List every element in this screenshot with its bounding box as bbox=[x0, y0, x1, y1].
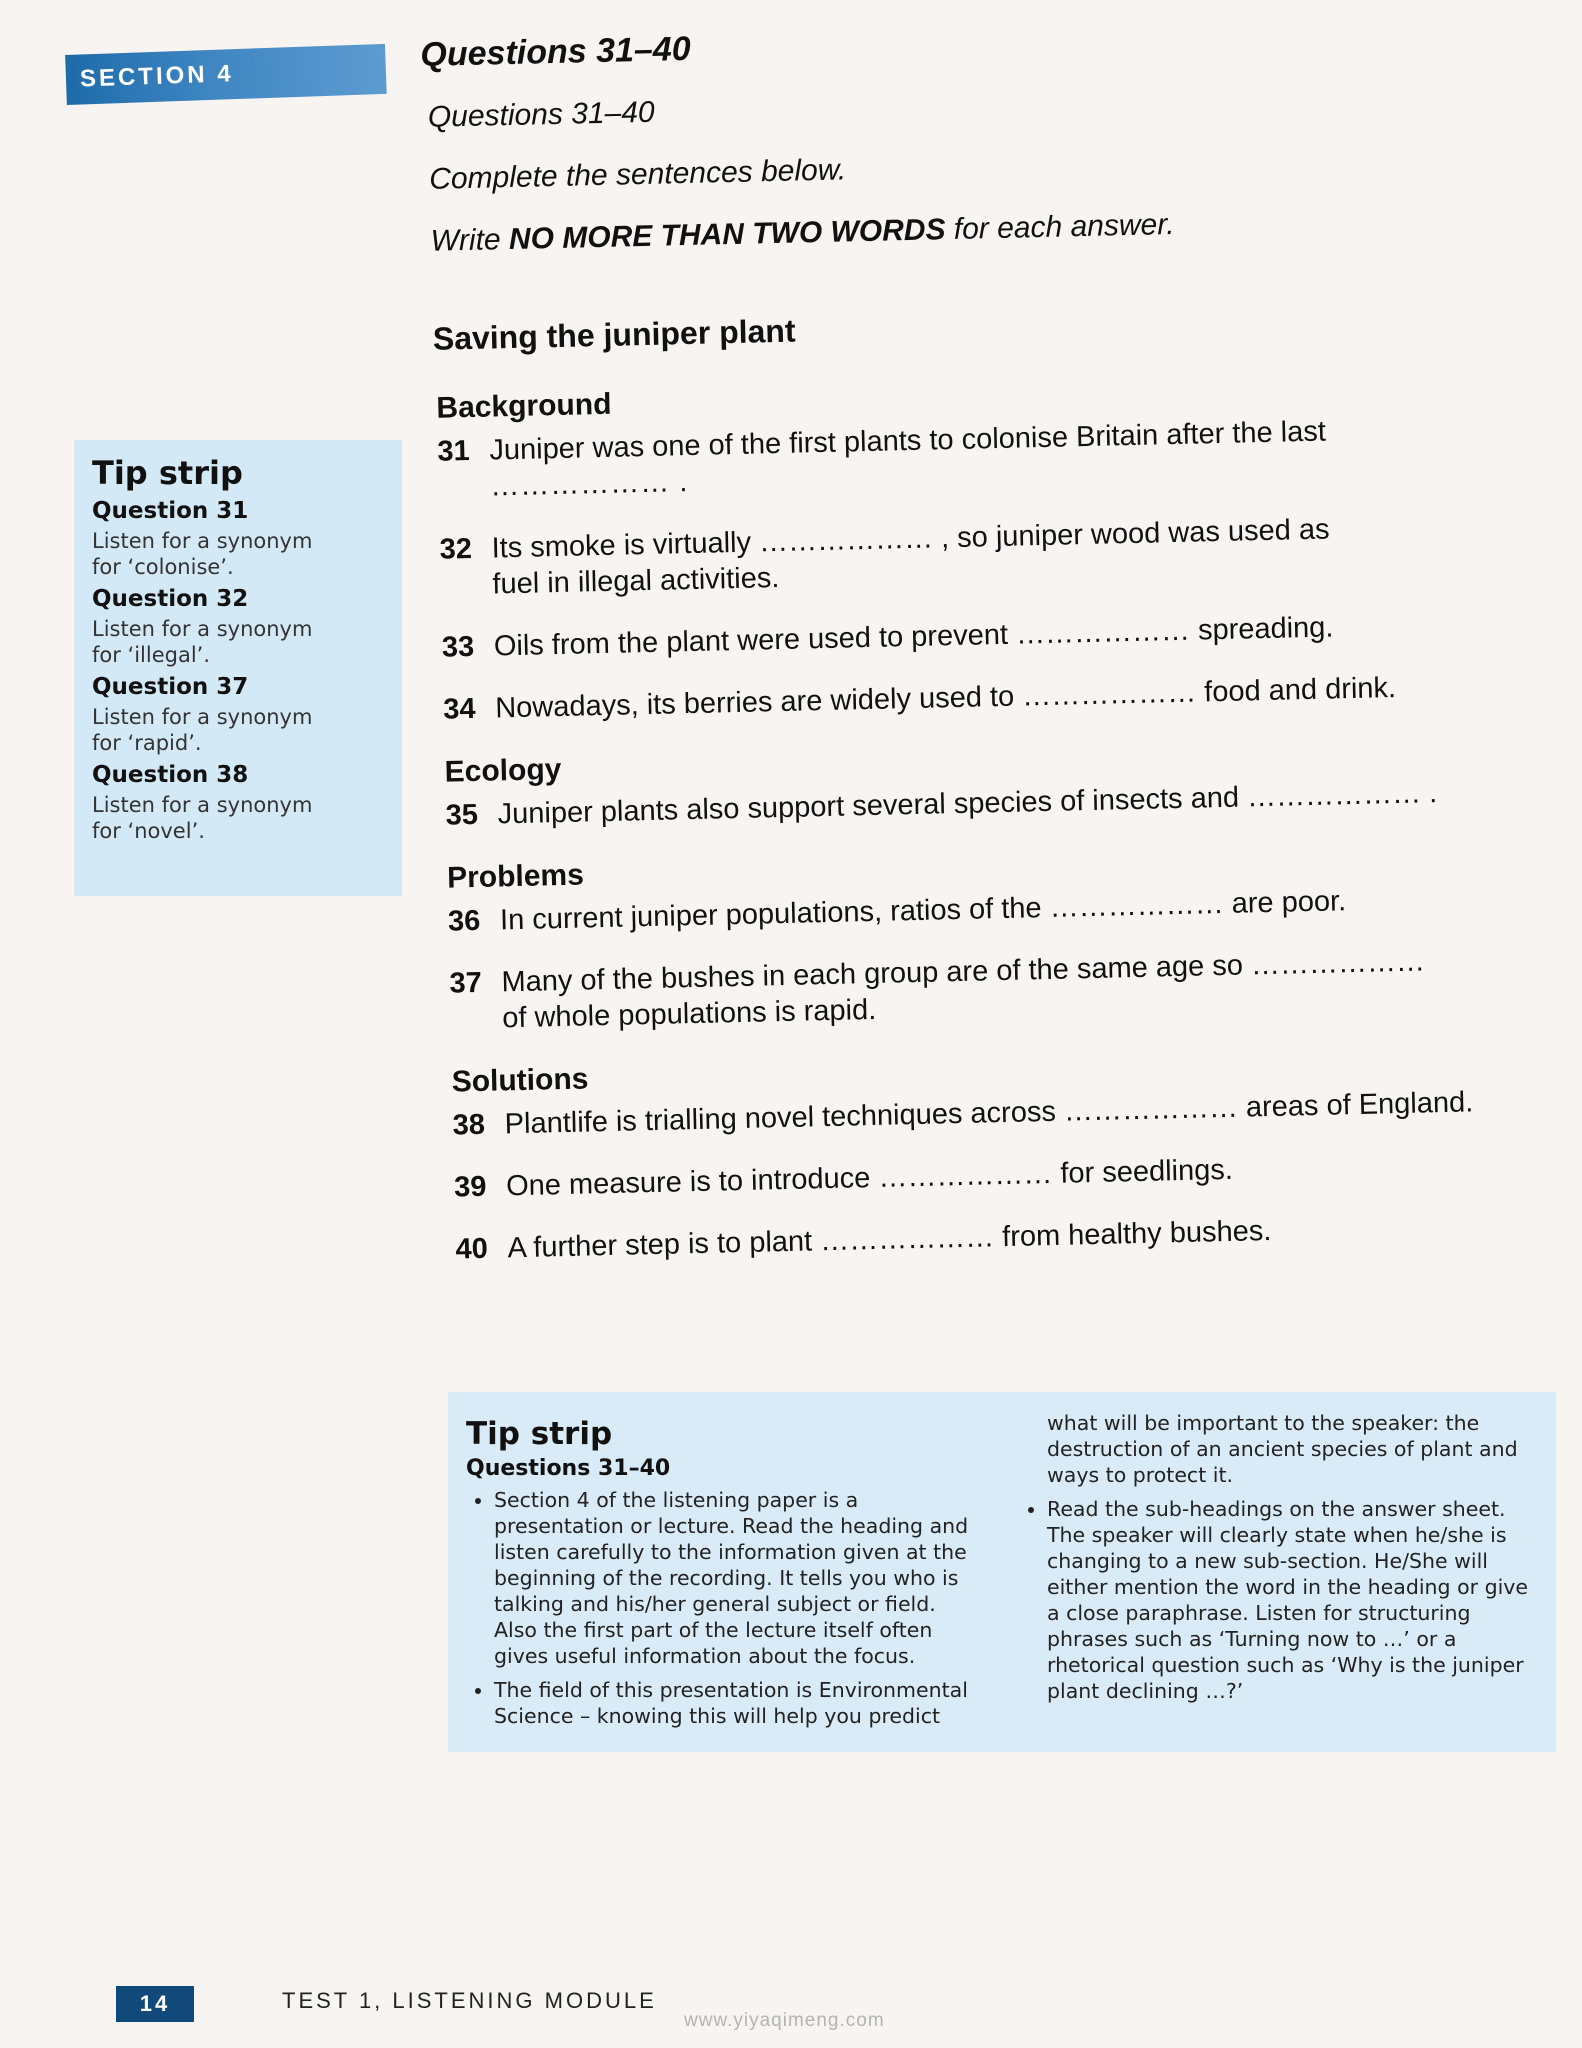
section-background bbox=[428, 366, 1555, 727]
section-label: SECTION 4 bbox=[65, 44, 387, 105]
instruction-word-limit: Write NO MORE THAN TWO WORDS for each answer. bbox=[430, 207, 1175, 258]
section-ecology bbox=[436, 730, 1557, 833]
watermark: www.yiyaqimeng.com bbox=[684, 2010, 885, 2031]
tip-strip-side bbox=[74, 440, 402, 896]
tip-strip-title: Tip strip bbox=[466, 1416, 613, 1452]
question-37: 37 Many of the bushes in each group are of the same age so ……………… of whole populations is rapid. bbox=[449, 945, 1426, 1035]
tip-strip-title: Tip strip bbox=[92, 454, 243, 492]
question-34: 34 Nowadays, its berries are widely used to ……………… food and drink. bbox=[442, 672, 1397, 726]
questions-heading: Questions 31–40 bbox=[420, 29, 692, 74]
tip-question-label: Question 31 bbox=[92, 498, 249, 524]
worksheet-title: Saving the juniper plant bbox=[432, 312, 796, 357]
tip-question-text: Listen for a synonym for ‘novel’. bbox=[92, 793, 313, 843]
tip-column-right bbox=[1019, 1410, 1538, 1737]
tip-column-left bbox=[466, 1410, 985, 1737]
tip-bullet: • The field of this presentation is Environmental Science – knowing this will help you predict bbox=[494, 1677, 985, 1729]
section-heading: Problems bbox=[446, 858, 585, 895]
tip-question-label: Question 32 bbox=[92, 586, 249, 612]
question-38: 38 Plantlife is trialling novel techniques across ……………… areas of England. bbox=[452, 1086, 1474, 1142]
question-35: 35 Juniper plants also support several species of insects and ……………… . bbox=[445, 777, 1438, 832]
section-heading: Background bbox=[436, 387, 612, 425]
tip-question-label: Question 38 bbox=[92, 762, 249, 788]
section-solutions bbox=[443, 1040, 1567, 1267]
question-39: 39 One measure is to introduce ……………… for seedlings. bbox=[453, 1153, 1234, 1204]
tip-bullet: • Section 4 of the listening paper is a presentation or lecture. Read the heading and listen carefully to the information given at the beginning of the recording. It tells you who is talking and his/her general subject or field. Also the first part of the lecture itself often gives useful information about the focus. bbox=[494, 1487, 985, 1669]
question-36: 36 In current juniper populations, ratios of the ……………… are poor. bbox=[447, 885, 1347, 938]
section-heading: Solutions bbox=[451, 1062, 589, 1099]
question-content bbox=[420, 29, 1540, 1294]
questions-subheading: Questions 31–40 bbox=[427, 95, 656, 134]
tip-question-text: Listen for a synonym for ‘colonise’. bbox=[92, 529, 313, 579]
question-40: 40 A further step is to plant ……………… from healthy bushes. bbox=[455, 1214, 1272, 1266]
tip-continuation: what will be important to the speaker: the destruction of an ancient species of plant and ways to protect it. bbox=[1047, 1411, 1518, 1487]
section-problems bbox=[439, 836, 1563, 1037]
tip-strip-subtitle: Questions 31–40 bbox=[466, 1456, 671, 1481]
question-31: 31 Juniper was one of the first plants to colonise Britain after the last ……………… . bbox=[437, 415, 1327, 503]
tip-question-label: Question 37 bbox=[92, 674, 249, 700]
section-heading: Ecology bbox=[444, 752, 562, 789]
instruction-complete: Complete the sentences below. bbox=[428, 153, 847, 196]
tip-bullet: • Read the sub-headings on the answer sheet. The speaker will clearly state when he/she is changing to a new sub-section. He/She will either mention the word in the heading or give a close paraphrase. Listen for structuring phrases such as ‘Turning now to …’ or a rhetorical question such as ‘Why is the juniper plant declining …?’ bbox=[1047, 1496, 1538, 1704]
tip-question-text: Listen for a synonym for ‘illegal’. bbox=[92, 617, 313, 667]
running-title: TEST 1, LISTENING MODULE bbox=[282, 1988, 657, 2013]
question-32: 32 Its smoke is virtually ……………… , so juniper wood was used as fuel in illegal activities. bbox=[439, 513, 1330, 601]
tip-strip-bottom bbox=[448, 1392, 1556, 1752]
question-33: 33 Oils from the plant were used to prevent ……………… spreading. bbox=[441, 611, 1334, 664]
page-number: 14 bbox=[116, 1986, 194, 2022]
tip-question-text: Listen for a synonym for ‘rapid’. bbox=[92, 705, 313, 755]
